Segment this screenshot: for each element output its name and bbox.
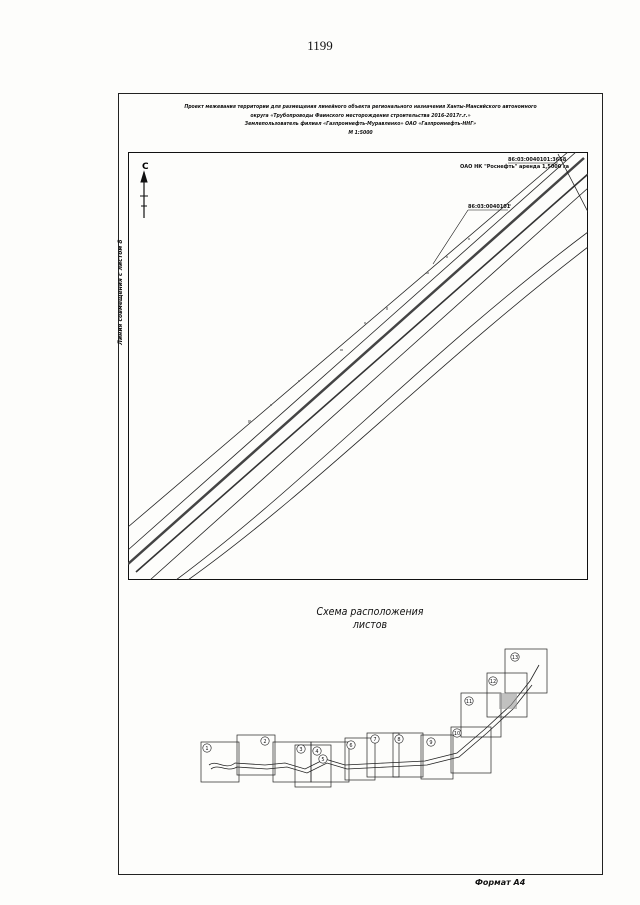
owner-label: ОАО НК "Роснефть" аренда 1,5000 га (460, 164, 569, 170)
title-block (128, 103, 593, 137)
title-line-2: округа «Трубопроводы Фаинского месторождения строительства 2016-2017г.г.» (250, 112, 471, 119)
north-arrow-label: С (142, 162, 149, 172)
parcel-label-mid: 86:03:0040101 (468, 204, 511, 210)
cadastral-map (128, 152, 588, 580)
sheet-number: 8 (397, 737, 401, 743)
leader-line-mid (433, 210, 468, 264)
sheet-number: 4 (315, 749, 319, 755)
sheet-number: 6 (349, 743, 353, 749)
title-line-3: Землепользователь филиал «Газпромнефть-Муравленко» ОАО «Газпромнефть-ННГ» (244, 121, 477, 127)
sheet-number: 2 (263, 739, 267, 745)
sheet-number: 5 (321, 757, 325, 763)
shaded-sheet (499, 693, 517, 709)
sheet-number: 13 (511, 655, 519, 661)
sheet-number: 10 (453, 731, 461, 737)
sheet-number: 7 (373, 737, 377, 743)
sheet-number: 3 (299, 747, 303, 753)
scheme-title (290, 606, 450, 632)
sheet-number-markers (203, 653, 519, 763)
sheet-number: 9 (429, 740, 433, 746)
sheet-number: 11 (465, 699, 473, 705)
sheet-layout-scheme (195, 645, 555, 795)
north-arrow-icon (140, 172, 148, 218)
side-note: Линия совмещения с листом 8 (117, 239, 124, 345)
format-label: Формат А4 (475, 878, 526, 887)
scheme-title-line-1: Схема расположения (316, 606, 424, 618)
sheet-number: 12 (489, 679, 497, 685)
title-line-1: Проект межевания территории для размещения линейного объекта регионального назначения Ханты-Мансийского автономного (184, 104, 537, 110)
parcel-label-top: 86:03:0040101:3658 (508, 157, 567, 163)
stipple-strip (248, 204, 511, 423)
title-scale: М 1:5000 (348, 129, 373, 136)
scheme-title-line-2: листов (352, 619, 388, 631)
sheet-frames (201, 649, 547, 787)
page-number: 1199 (307, 38, 333, 53)
pipeline-corridor (128, 152, 588, 580)
sheet-number: 1 (205, 746, 209, 752)
